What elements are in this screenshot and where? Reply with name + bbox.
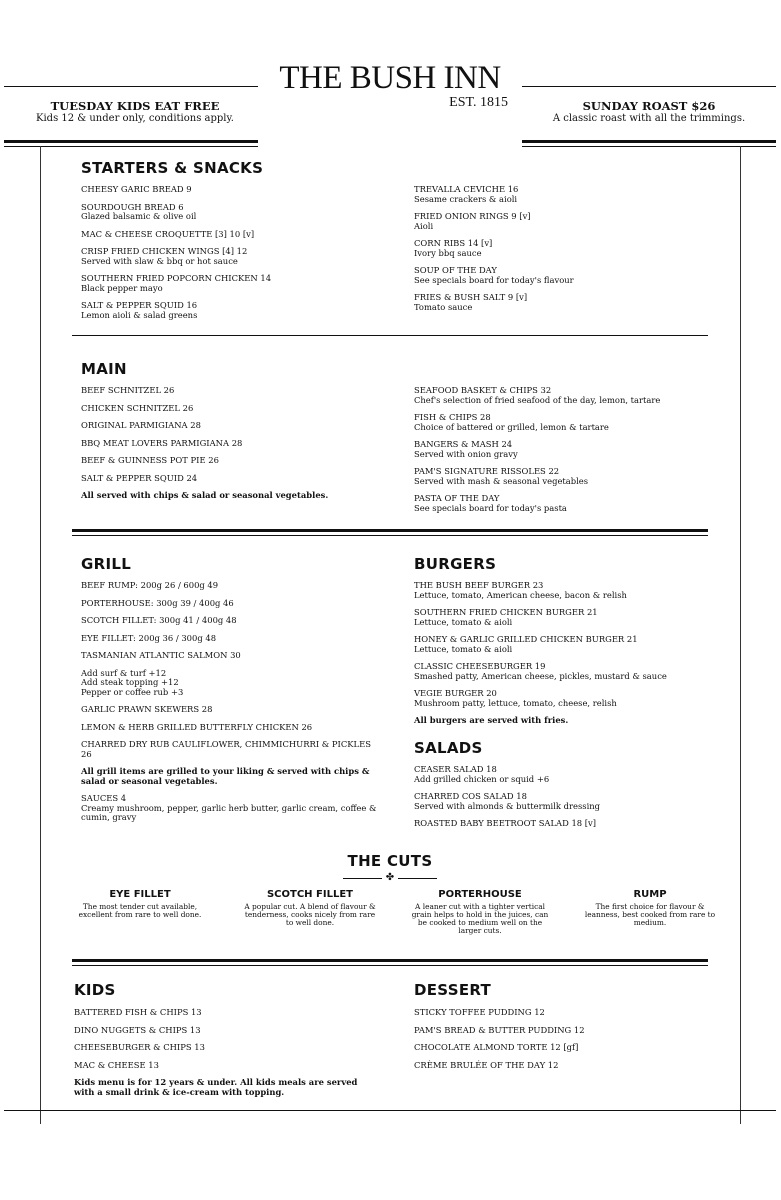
section-title-starters: STARTERS & SNACKS xyxy=(81,159,264,177)
menu-item xyxy=(414,212,714,231)
menu-item-name: SOUP OF THE DAY xyxy=(414,265,497,275)
menu-item-name: EYE FILLET: 200g 36 / 300g 48 xyxy=(81,632,217,643)
menu-item xyxy=(81,651,381,661)
cut-card xyxy=(410,889,550,935)
salads-list xyxy=(414,765,714,837)
menu-item-desc: Chef's selection of fried seafood of the day, lemon, tartare xyxy=(414,394,661,405)
menu-item-name: SEAFOOD BASKET & CHIPS 32 xyxy=(414,385,552,395)
menu-item xyxy=(81,456,391,466)
menu-item xyxy=(414,467,714,486)
section-title-main: MAIN xyxy=(81,360,127,378)
menu-item-desc: See specials board for today's pasta xyxy=(414,502,567,513)
menu-item xyxy=(81,723,381,733)
sauces-list: Creamy mushroom, pepper, garlic herb butter, garlic cream, coffee & cumin, gravy xyxy=(81,802,377,822)
burgers-note: All burgers are served with fries. xyxy=(414,715,569,725)
menu-item-name: SALT & PEPPER SQUID 16 xyxy=(81,300,198,310)
menu-item xyxy=(414,386,714,405)
menu-item xyxy=(414,581,714,600)
kids-list xyxy=(74,1008,374,1097)
menu-item-desc: Choice of battered or grilled, lemon & tartare xyxy=(414,421,609,432)
menu-item xyxy=(81,386,391,396)
menu-item-name: GARLIC PRAWN SKEWERS 28 xyxy=(81,704,213,714)
starters-right-list xyxy=(414,185,714,320)
cut-desc: A leaner cut with a tighter vertical grain helps to hold in the juices, can be cooked to medium well on the larger cuts. xyxy=(411,902,549,935)
cut-card xyxy=(580,889,720,935)
menu-item-name: SCOTCH FILLET: 300g 41 / 400g 48 xyxy=(81,615,237,625)
menu-item xyxy=(81,474,391,484)
menu-item xyxy=(74,1026,374,1036)
section-title-dessert: DESSERT xyxy=(414,981,492,999)
menu-item-name: CORN RIBS 14 [v] xyxy=(414,238,493,248)
menu-item xyxy=(81,203,381,222)
cuts-row xyxy=(70,889,720,935)
section-title-cuts: THE CUTS xyxy=(347,852,433,870)
menu-item-name: THE BUSH BEEF BURGER 23 xyxy=(414,580,544,590)
promo-sunday xyxy=(532,99,766,124)
menu-item xyxy=(81,616,381,626)
menu-item xyxy=(81,301,381,320)
menu-item xyxy=(414,185,714,204)
menu-item xyxy=(414,689,714,708)
cut-name: EYE FILLET xyxy=(109,889,171,900)
menu-item xyxy=(81,439,391,449)
promo-heading: SUNDAY ROAST $26 xyxy=(582,99,716,113)
menu-item xyxy=(414,662,714,681)
menu-item xyxy=(74,1008,374,1018)
menu-item-name: CLASSIC CHEESEBURGER 19 xyxy=(414,661,546,671)
menu-item-desc: Add grilled chicken or squid +6 xyxy=(414,773,550,784)
section-title-grill: GRILL xyxy=(81,555,132,573)
menu-item xyxy=(414,608,714,627)
cut-name: PORTERHOUSE xyxy=(438,889,522,900)
kids-note: Kids menu is for 12 years & under. All kids meals are served with a small drink & ice-cream with topping. xyxy=(74,1077,358,1097)
sauces-title: SAUCES 4 xyxy=(81,793,127,803)
promo-heading: TUESDAY KIDS EAT FREE xyxy=(50,99,220,113)
cut-desc: The most tender cut available, excellent from rare to well done. xyxy=(78,902,202,919)
menu-item xyxy=(81,705,381,715)
menu-item-name: CRÈME BRULÉE OF THE DAY 12 xyxy=(414,1059,559,1070)
grill-list xyxy=(81,581,381,823)
menu-item-desc: Served with mash & seasonal vegetables xyxy=(414,475,589,486)
menu-item xyxy=(81,230,381,240)
menu-item-desc: Served with slaw & bbq or hot sauce xyxy=(81,255,238,266)
menu-item-name: SALT & PEPPER SQUID 24 xyxy=(81,472,198,483)
established-year: EST. 1815 xyxy=(449,95,508,110)
menu-item-desc: Served with almonds & buttermilk dressing xyxy=(414,800,600,811)
menu-item-name: BEEF & GUINNESS POT PIE 26 xyxy=(81,455,219,465)
burgers-list xyxy=(414,581,714,726)
menu-item-desc: Mushroom patty, lettuce, tomato, cheese, relish xyxy=(414,697,617,708)
sauces xyxy=(81,794,381,823)
menu-item xyxy=(81,581,381,591)
menu-item-name: BANGERS & MASH 24 xyxy=(414,439,513,449)
menu-item xyxy=(414,819,714,829)
menu-item-name: HONEY & GARLIC GRILLED CHICKEN BURGER 21 xyxy=(414,634,638,644)
menu-item-name: VEGIE BURGER 20 xyxy=(414,688,497,698)
menu-item xyxy=(81,634,381,644)
menu-item-name: FRIED ONION RINGS 9 [v] xyxy=(414,211,531,221)
menu-item-desc: Lettuce, tomato, American cheese, bacon & relish xyxy=(414,589,627,600)
menu-item-name: CHOCOLATE ALMOND TORTE 12 [gf] xyxy=(414,1042,579,1052)
menu-item-name: PASTA OF THE DAY xyxy=(414,493,500,503)
menu-item-name: CHARRED COS SALAD 18 xyxy=(414,791,527,801)
main-left-list xyxy=(81,386,391,501)
menu-item-desc: Tomato sauce xyxy=(414,301,473,312)
menu-item-name: STICKY TOFFEE PUDDING 12 xyxy=(414,1007,545,1017)
menu-item-desc: Lettuce, tomato & aioli xyxy=(414,643,513,654)
menu-item-name: SOUTHERN FRIED POPCORN CHICKEN 14 xyxy=(81,273,272,283)
menu-item xyxy=(414,792,714,811)
menu-item xyxy=(414,1008,714,1018)
menu-item xyxy=(81,247,381,266)
menu-item-name: PORTERHOUSE: 300g 39 / 400g 46 xyxy=(81,597,234,608)
menu-item xyxy=(74,1061,374,1071)
menu-item-desc: Ivory bbq sauce xyxy=(414,247,482,258)
menu-item-name: CEASER SALAD 18 xyxy=(414,764,497,774)
menu-item-name: BEEF RUMP: 200g 26 / 600g 49 xyxy=(81,580,219,590)
menu-item xyxy=(414,1043,714,1053)
cut-name: RUMP xyxy=(633,889,667,900)
section-title-salads: SALADS xyxy=(414,739,483,757)
menu-item-name: ROASTED BABY BEETROOT SALAD 18 [v] xyxy=(414,818,597,828)
menu-item-desc: Glazed balsamic & olive oil xyxy=(81,211,197,221)
menu-item xyxy=(414,413,714,432)
promo-subtext: Kids 12 & under only, conditions apply. xyxy=(36,113,234,124)
menu-item-name: PAM'S SIGNATURE RISSOLES 22 xyxy=(414,466,560,476)
menu-item xyxy=(414,239,714,258)
menu-item-name: BBQ MEAT LOVERS PARMIGIANA 28 xyxy=(81,437,243,448)
menu-item xyxy=(81,599,381,609)
addon-item: Pepper or coffee rub +3 xyxy=(81,686,184,697)
menu-item xyxy=(414,440,714,459)
menu-item-desc: Smashed patty, American cheese, pickles, mustard & sauce xyxy=(414,670,667,681)
restaurant-title: THE BUSH INN xyxy=(279,60,501,96)
cut-desc: The first choice for flavour & leanness, best cooked from rare to medium. xyxy=(584,902,716,927)
cut-card xyxy=(240,889,380,935)
menu-item xyxy=(81,404,391,414)
dessert-list xyxy=(414,1008,714,1078)
menu-item-name: ORIGINAL PARMIGIANA 28 xyxy=(81,420,201,430)
menu-item-desc: Lemon aioli & salad greens xyxy=(81,309,198,320)
grill-addons xyxy=(81,669,381,698)
menu-item-name: LEMON & HERB GRILLED BUTTERFLY CHICKEN 26 xyxy=(81,721,313,732)
section-title-burgers: BURGERS xyxy=(414,555,497,573)
menu-item-desc: Aioli xyxy=(414,220,434,231)
menu-item-name: SOURDOUGH BREAD 6 xyxy=(81,201,184,212)
main-right-list xyxy=(414,386,714,521)
menu-item-name: FISH & CHIPS 28 xyxy=(414,412,491,422)
menu-item-name: CRISP FRIED CHICKEN WINGS [4] 12 xyxy=(81,246,248,256)
addon-item: Add steak topping +12 xyxy=(81,677,179,687)
menu-item-name: CHEESY GARIC BREAD 9 xyxy=(81,184,192,194)
menu-item-desc: Served with onion gravy xyxy=(414,448,518,459)
menu-item xyxy=(81,274,381,293)
menu-item xyxy=(414,494,714,513)
menu-item-name: CHEESEBURGER & CHIPS 13 xyxy=(74,1042,205,1052)
menu-item xyxy=(81,421,391,431)
menu-item xyxy=(414,293,714,312)
menu-item xyxy=(81,185,381,195)
menu-item xyxy=(74,1043,374,1053)
menu-item-name: CHARRED DRY RUB CAULIFLOWER, CHIMMICHURRI & PICKLES 26 xyxy=(81,739,371,759)
menu-item-name: TREVALLA CEVICHE 16 xyxy=(414,184,519,194)
menu-item xyxy=(81,740,381,759)
menu-item xyxy=(414,1026,714,1036)
menu-item-name: DINO NUGGETS & CHIPS 13 xyxy=(74,1024,201,1035)
menu-item-name: MAC & CHEESE CROQUETTE [3] 10 [v] xyxy=(81,228,255,239)
menu-item-name: CHICKEN SCHNITZEL 26 xyxy=(81,402,194,413)
section-title-kids: KIDS xyxy=(74,981,116,999)
menu-item xyxy=(414,1061,714,1071)
cut-name: SCOTCH FILLET xyxy=(266,889,353,900)
menu-item-desc: Lettuce, tomato & aioli xyxy=(414,616,513,627)
cut-desc: A popular cut. A blend of flavour & tenderness, cooks nicely from rare to well done. xyxy=(244,902,376,927)
promo-tuesday xyxy=(20,99,250,124)
menu-item-name: BATTERED FISH & CHIPS 13 xyxy=(74,1007,202,1017)
menu-item xyxy=(414,635,714,654)
starters-left-list xyxy=(81,185,381,328)
menu-item-desc: Sesame crackers & aioli xyxy=(414,193,518,204)
main-note: All served with chips & salad or seasonal vegetables. xyxy=(81,490,329,500)
promo-subtext: A classic roast with all the trimmings. xyxy=(552,113,746,124)
menu-item xyxy=(414,765,714,784)
grill-note: All grill items are grilled to your liking & served with chips & salad or seasonal vegetables. xyxy=(81,766,370,786)
menu-item-name: BEEF SCHNITZEL 26 xyxy=(81,385,175,395)
menu-item xyxy=(414,266,714,285)
menu-item-desc: See specials board for today's flavour xyxy=(414,274,574,285)
ornament-icon: ✤ xyxy=(382,871,398,885)
menu-item-name: FRIES & BUSH SALT 9 [v] xyxy=(414,292,528,302)
cut-card xyxy=(70,889,210,935)
menu-item-name: TASMANIAN ATLANTIC SALMON 30 xyxy=(81,650,241,660)
menu-item-name: PAM'S BREAD & BUTTER PUDDING 12 xyxy=(414,1024,585,1035)
menu-item-desc: Black pepper mayo xyxy=(81,282,163,293)
addon-item: Add surf & turf +12 xyxy=(81,667,167,678)
menu-item-name: SOUTHERN FRIED CHICKEN BURGER 21 xyxy=(414,607,598,617)
menu-item-name: MAC & CHEESE 13 xyxy=(74,1059,159,1070)
